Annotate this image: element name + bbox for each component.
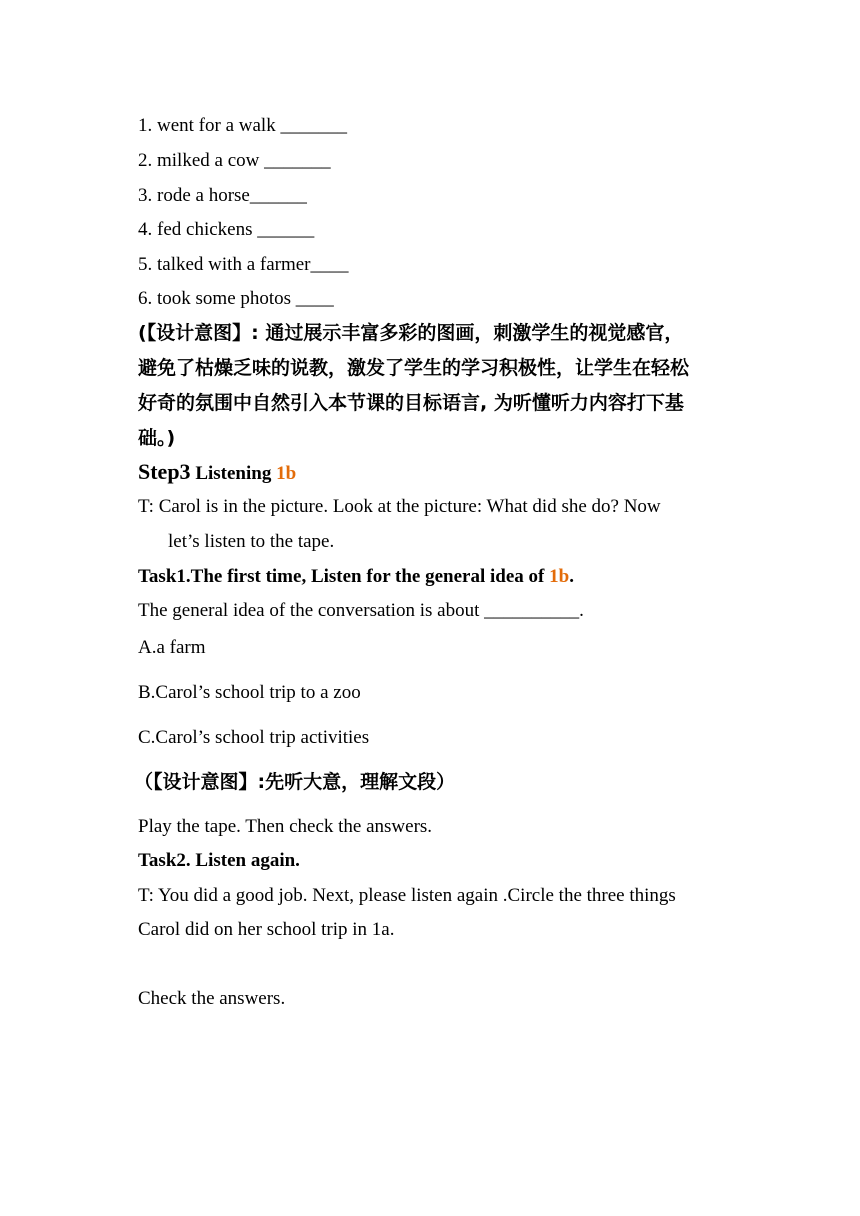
step3-listening: Listening [190,463,277,484]
step3-heading [138,460,296,486]
task2-line-2: Carol did on her school trip in 1a. [138,919,395,940]
design-note-line-3: 好奇的氛围中自然引入本节课的目标语言, 为听懂听力内容打下基 [138,392,684,414]
task2-line-1: T: You did a good job. Next, please listen again .Circle the three things [138,885,676,906]
task2-heading: Task2. Listen again. [138,850,300,871]
list-item-6: 6. took some photos ____ [138,288,334,309]
design-note-line-2: 避免了枯燥乏味的说教，激发了学生的学习积极性，让学生在轻松 [138,357,690,379]
play-tape-line: Play the tape. Then check the answers. [138,816,433,837]
teacher-line-2: let’s listen to the tape. [168,531,335,552]
list-item-2: 2. milked a cow _______ [138,150,331,171]
design-note-line-1: (【设计意图】: 通过展示丰富多彩的图画，刺激学生的视觉感官， [138,322,684,344]
check-answers-line: Check the answers. [138,988,286,1009]
design-note-2: （【设计意图】:先听大意，理解文段） [134,771,456,793]
task1-question: The general idea of the conversation is about __________. [138,600,584,621]
task1-period: . [569,566,574,587]
list-item-3: 3. rode a horse______ [138,185,307,206]
list-item-4: 4. fed chickens ______ [138,219,315,240]
task1-option-a: A.a farm [138,637,206,658]
step3-label: Step3 [138,459,191,484]
design-note-line-4: 础。) [138,427,176,449]
task1-option-b: B.Carol’s school trip to a zoo [138,682,361,703]
list-item-5: 5. talked with a farmer____ [138,254,349,275]
task1-heading-text: Task1.The first time, Listen for the general idea of [138,566,550,587]
step3-tag: 1b [276,463,297,484]
task1-option-c: C.Carol’s school trip activities [138,727,370,748]
task1-tag: 1b [549,566,570,587]
list-item-1: 1. went for a walk _______ [138,115,347,136]
teacher-line-1: T: Carol is in the picture. Look at the picture: What did she do? Now [138,496,661,517]
task1-heading [138,565,574,589]
